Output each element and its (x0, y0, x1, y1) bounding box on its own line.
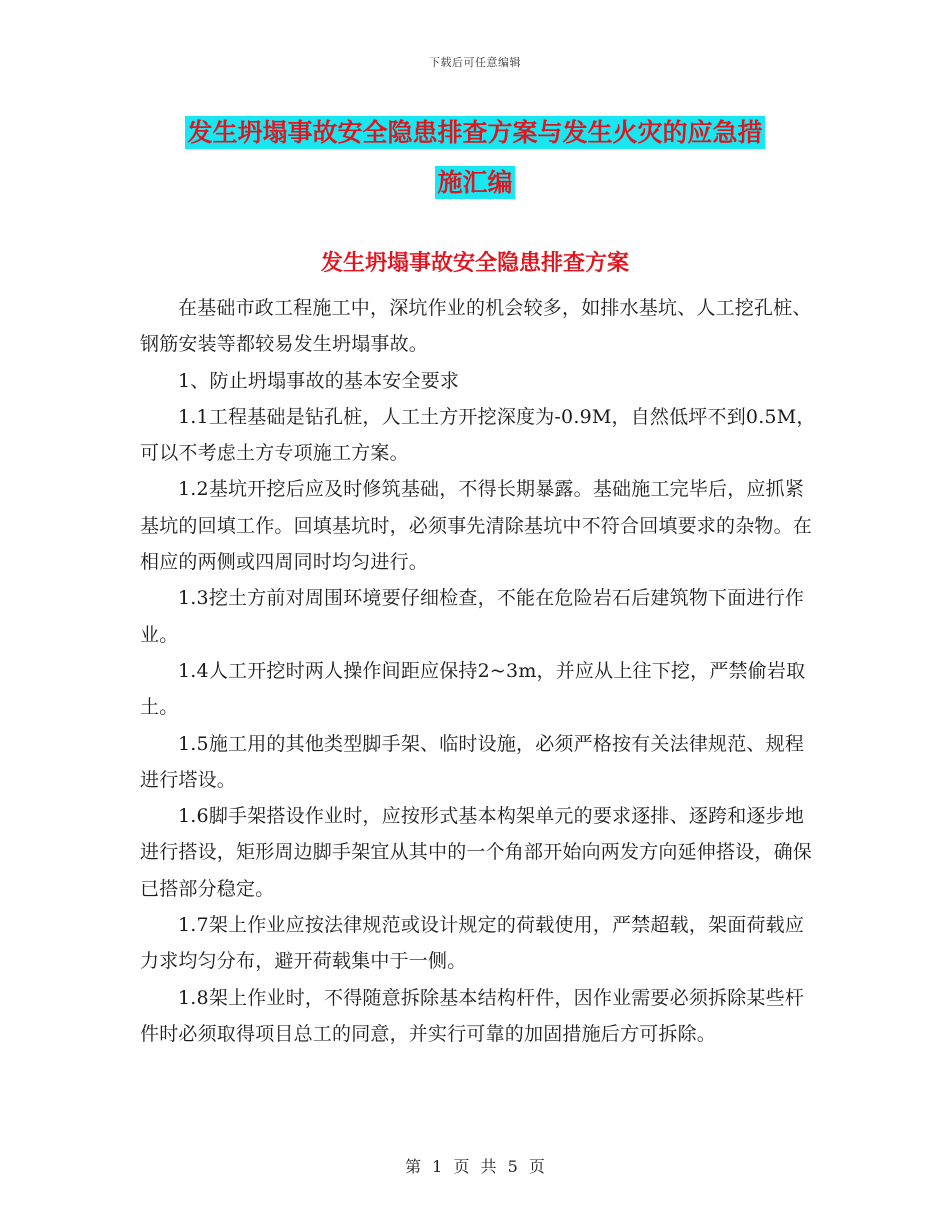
paragraph: 1.6脚手架搭设作业时，应按形式基本构架单元的要求逐排、逐跨和逐步地进行搭设，矩形周边脚手架宜从其中的一个角部开始向两发方向延伸搭设，确保已搭部分稳定。 (140, 805, 813, 900)
title-line-2: 施汇编 (437, 168, 513, 197)
paragraph: 1.7架上作业应按法律规范或设计规定的荷载使用，严禁超载，架面荷载应力求均匀分布，避开荷载集中于一侧。 (140, 914, 805, 973)
paragraph: 1.2基坑开挖后应及时修筑基础，不得长期暴露。基础施工完毕后，应抓紧基坑的回填工作。回填基坑时，必须事先清除基坑中不符合回填要求的杂物。在相应的两侧或四周同时均匀进行。 (140, 478, 813, 574)
document-title (140, 108, 810, 208)
paragraph: 1.3挖土方前对周围环境要仔细检查，不能在危险岩石后建筑物下面进行作业。 (140, 587, 805, 646)
section-heading: 发生坍塌事故安全隐患排查方案 (320, 251, 629, 276)
paragraph: 1.8架上作业时，不得随意拆除基本结构杆件，因作业需要必须拆除某些杆件时必须取得项目总工的同意，并实行可靠的加固措施后方可拆除。 (140, 986, 805, 1045)
paragraph: 1.1工程基础是钻孔桩，人工土方开挖深度为-0.9M，自然低坪不到0.5M，可以不考虑土方专项施工方案。 (140, 405, 816, 465)
page-header: 下载后可任意编辑 (429, 56, 521, 69)
paragraph: 在基础市政工程施工中，深坑作业的机会较多，如排水基坑、人工挖孔桩、钢筋安装等都较易发生坍塌事故。 (140, 297, 812, 356)
paragraph: 1.5施工用的其他类型脚手架、临时设施，必须严格按有关法律规范、规程进行塔设。 (140, 732, 805, 791)
page-footer: 第 1 页 共 5 页 (405, 1157, 545, 1176)
title-line-1: 发生坍塌事故安全隐患排查方案与发生火灾的应急措 (187, 118, 763, 147)
paragraph: 1、防止坍塌事故的基本安全要求 (178, 369, 460, 392)
document-body (140, 290, 820, 1052)
paragraph: 1.4人工开挖时两人操作间距应保持2~3m，并应从上往下挖，严禁偷岩取土。 (140, 659, 806, 719)
